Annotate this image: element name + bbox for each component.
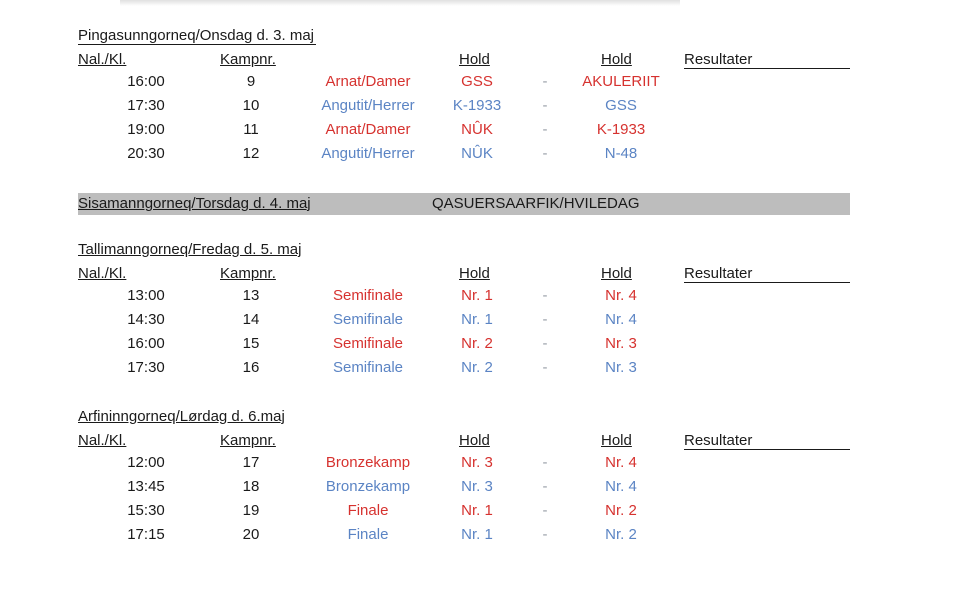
match-category: Arnat/Damer xyxy=(325,121,411,138)
match-time: 20:30 xyxy=(127,145,165,162)
versus-dash: - xyxy=(542,454,548,471)
match-category: Semifinale xyxy=(332,335,404,352)
day-title: Arfininngorneq/Lørdag d. 6.maj xyxy=(78,408,285,425)
col-header-team-home: Hold xyxy=(459,265,490,282)
match-row xyxy=(78,478,850,502)
day-title: Pingasunngorneq/Onsdag d. 3. maj xyxy=(78,27,314,44)
match-time: 16:00 xyxy=(127,73,165,90)
col-header-time: Nal./Kl. xyxy=(78,432,127,449)
match-time: 12:00 xyxy=(127,454,165,471)
home-team: Nr. 3 xyxy=(461,478,493,495)
match-time: 13:45 xyxy=(127,478,165,495)
match-row xyxy=(78,359,850,383)
match-category: Semifinale xyxy=(332,311,404,328)
match-category: Finale xyxy=(347,502,389,519)
home-team: Nr. 1 xyxy=(461,287,493,304)
match-number: 16 xyxy=(242,359,260,376)
match-time: 15:30 xyxy=(127,502,165,519)
away-team: Nr. 3 xyxy=(605,359,637,376)
match-number: 9 xyxy=(246,73,256,90)
col-header-team-away: Hold xyxy=(601,265,632,282)
match-category: Angutit/Herrer xyxy=(321,145,415,162)
home-team: Nr. 2 xyxy=(461,335,493,352)
away-team: Nr. 2 xyxy=(605,526,637,543)
match-number: 10 xyxy=(242,97,260,114)
match-time: 17:30 xyxy=(127,359,165,376)
match-row xyxy=(78,145,850,169)
match-row xyxy=(78,335,850,359)
match-row xyxy=(78,311,850,335)
match-time: 19:00 xyxy=(127,121,165,138)
away-team: AKULERIIT xyxy=(582,73,660,90)
away-team: GSS xyxy=(605,97,637,114)
versus-dash: - xyxy=(542,526,548,543)
match-number: 14 xyxy=(242,311,260,328)
home-team: Nr. 2 xyxy=(461,359,493,376)
match-category: Bronzekamp xyxy=(325,454,411,471)
away-team: Nr. 3 xyxy=(605,335,637,352)
match-time: 17:15 xyxy=(127,526,165,543)
match-row xyxy=(78,97,850,121)
home-team: NÛK xyxy=(461,121,493,138)
match-category: Semifinale xyxy=(332,287,404,304)
versus-dash: - xyxy=(542,145,548,162)
home-team: NÛK xyxy=(461,145,493,162)
match-number: 18 xyxy=(242,478,260,495)
col-header-match-no: Kampnr. xyxy=(220,265,276,282)
col-header-results: Resultater xyxy=(684,265,850,283)
match-category: Arnat/Damer xyxy=(325,73,411,90)
home-team: K-1933 xyxy=(452,97,502,114)
match-time: 13:00 xyxy=(127,287,165,304)
col-header-team-home: Hold xyxy=(459,432,490,449)
match-row xyxy=(78,502,850,526)
col-header-results: Resultater xyxy=(684,432,850,450)
versus-dash: - xyxy=(542,478,548,495)
col-header-team-away: Hold xyxy=(601,432,632,449)
col-header-team-home: Hold xyxy=(459,51,490,68)
col-header-results: Resultater xyxy=(684,51,850,69)
match-number: 17 xyxy=(242,454,260,471)
match-number: 15 xyxy=(242,335,260,352)
match-number: 19 xyxy=(242,502,260,519)
versus-dash: - xyxy=(542,359,548,376)
match-number: 13 xyxy=(242,287,260,304)
match-category: Angutit/Herrer xyxy=(321,97,415,114)
rest-day-bar xyxy=(78,193,850,215)
away-team: N-48 xyxy=(604,145,638,162)
versus-dash: - xyxy=(542,335,548,352)
versus-dash: - xyxy=(542,73,548,90)
away-team: Nr. 4 xyxy=(605,287,637,304)
match-category: Finale xyxy=(347,526,389,543)
match-category: Semifinale xyxy=(332,359,404,376)
col-header-team-away: Hold xyxy=(601,51,632,68)
home-team: Nr. 3 xyxy=(461,454,493,471)
col-header-time: Nal./Kl. xyxy=(78,51,127,68)
versus-dash: - xyxy=(542,311,548,328)
match-row xyxy=(78,287,850,311)
rest-day-title: Sisamanngorneq/Torsdag d. 4. maj xyxy=(78,195,311,212)
match-category: Bronzekamp xyxy=(325,478,411,495)
away-team: K-1933 xyxy=(596,121,646,138)
away-team: Nr. 4 xyxy=(605,478,637,495)
away-team: Nr. 4 xyxy=(605,454,637,471)
home-team: Nr. 1 xyxy=(461,502,493,519)
match-row xyxy=(78,73,850,97)
match-number: 12 xyxy=(242,145,260,162)
match-time: 17:30 xyxy=(127,97,165,114)
away-team: Nr. 4 xyxy=(605,311,637,328)
home-team: GSS xyxy=(461,73,493,90)
top-edge-shadow xyxy=(120,0,680,6)
col-header-time: Nal./Kl. xyxy=(78,265,127,282)
versus-dash: - xyxy=(542,121,548,138)
match-row xyxy=(78,526,850,550)
home-team: Nr. 1 xyxy=(461,311,493,328)
match-number: 20 xyxy=(242,526,260,543)
rest-day-label: QASUERSAARFIK/HVILEDAG xyxy=(432,195,640,212)
col-header-match-no: Kampnr. xyxy=(220,432,276,449)
away-team: Nr. 2 xyxy=(605,502,637,519)
home-team: Nr. 1 xyxy=(461,526,493,543)
col-header-match-no: Kampnr. xyxy=(220,51,276,68)
versus-dash: - xyxy=(542,97,548,114)
match-row xyxy=(78,454,850,478)
match-number: 11 xyxy=(243,121,259,138)
match-row xyxy=(78,121,850,145)
match-time: 16:00 xyxy=(127,335,165,352)
day-title: Tallimanngorneq/Fredag d. 5. maj xyxy=(78,241,302,258)
match-time: 14:30 xyxy=(127,311,165,328)
versus-dash: - xyxy=(542,502,548,519)
versus-dash: - xyxy=(542,287,548,304)
